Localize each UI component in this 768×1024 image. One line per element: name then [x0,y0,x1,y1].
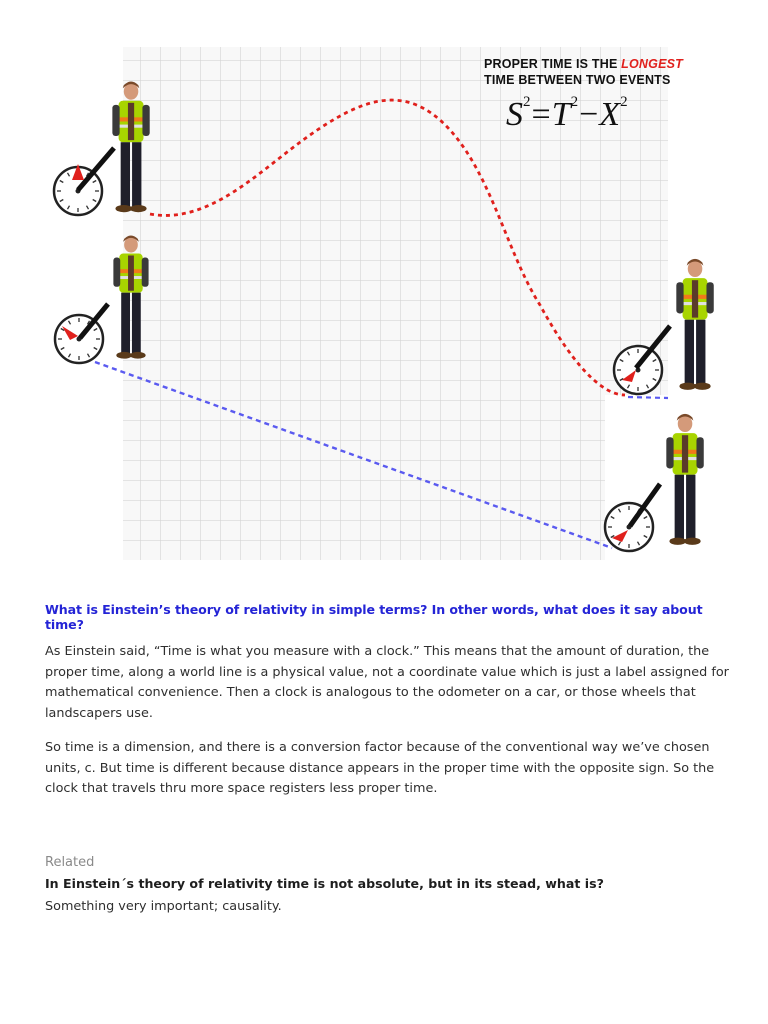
figure-caption-line1: PROPER TIME IS THE LONGEST [484,57,683,71]
figure-caption-line2: TIME BETWEEN TWO EVENTS [484,73,671,87]
related-answer: Something very important; causality. [45,899,282,914]
caption-highlight: LONGEST [621,57,683,71]
clock-icon [605,503,653,551]
answer-paragraph-2: So time is a dimension, and there is a conversion factor because of the conventional way we’ve chosen units, c. But time is different because distance appears in the proper time with the opposite sign. So the clock that travels thru more space registers less proper time. [45,740,715,796]
observer-right-lower [605,414,704,551]
article-question: What is Einstein’s theory of relativity in simple terms? In other words, what does it say about time? [45,602,703,632]
related-question-link[interactable]: In Einstein´s theory of relativity time is not absolute, but in its stead, what is? [45,876,604,891]
answer-paragraph-1: As Einstein said, “Time is what you measure with a clock.” This means that the amount of duration, the proper time, along a world line is a physical value, not a coordinate value which is just a label assigned for mathematical convenience. Then a clock is analogous to the odometer on a car, or those wheels that landscapers use. [45,644,729,721]
observer-mid-left [55,235,149,363]
spacetime-interval-formula: $S^2=T^2-X^2$ [506,94,628,133]
clock-icon [614,346,662,394]
observer-top-left [54,82,150,215]
related-label: Related [45,855,95,870]
